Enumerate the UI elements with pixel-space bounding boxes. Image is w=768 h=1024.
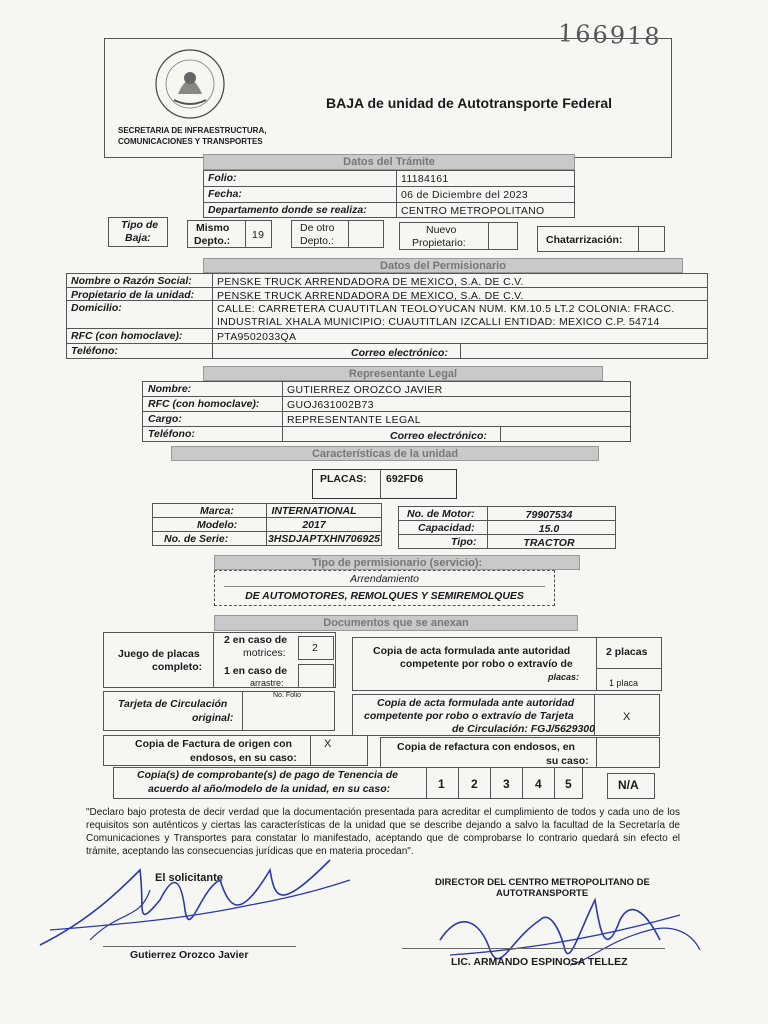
capacidad-value: 15.0 — [538, 523, 560, 535]
section-unidad: Características de la unidad — [171, 446, 599, 461]
capacidad-label: Capacidad: — [418, 522, 475, 534]
fecha-value: 06 de Diciembre del 2023 — [401, 189, 528, 201]
motor-value: 79907534 — [525, 509, 573, 521]
fecha-label: Fecha: — [208, 188, 242, 200]
rep-nombre-label: Nombre: — [148, 383, 192, 395]
folio-label: Folio: — [208, 172, 237, 184]
solicitante-name: Gutierrez Orozco Javier — [130, 949, 249, 961]
tipo-baja-label-2: Baja: — [125, 232, 151, 244]
mismo-depto-value: 19 — [252, 229, 265, 241]
government-seal — [150, 46, 230, 122]
arrastre-label-1: 1 en caso de — [224, 665, 288, 677]
rep-cargo-value: REPRESENTANTE LEGAL — [287, 414, 421, 426]
otro-depto-label-1: De otro — [300, 222, 335, 234]
tipo-label: Tipo: — [451, 536, 477, 548]
domicilio-line-2: INDUSTRIAL XHALA MUNICIPIO: CUAUTITLAN IZCALLI ENTIDAD: MEXICO C.P. 54714 — [217, 316, 660, 328]
page-title: BAJA de unidad de Autotransporte Federal — [326, 95, 612, 111]
factura-label-1: Copia de Factura de origen con — [135, 738, 292, 750]
arrastre-label-2: arrastre: — [250, 678, 284, 688]
nombre-value: PENSKE TRUCK ARRENDADORA DE MEXICO, S.A. DE C.V. — [217, 276, 524, 288]
tarjeta-label-1: Tarjeta de Circulación — [118, 698, 228, 710]
arrastre-box — [298, 664, 334, 688]
section-representante: Representante Legal — [203, 366, 603, 381]
year-3: 3 — [503, 777, 510, 791]
tipo-permisionario-line-1: Arrendamiento — [350, 573, 419, 585]
una-placa-label: 1 placa — [609, 678, 639, 688]
declaration-text: "Declaro bajo protesta de decir verdad que la documentación presentada para acreditar el cumplimiento de todos y cada uno de los requisitos son auténticos y ciertas las características de la unidad que se describe dejando a salvo la facultad de la Secretaría de Comunicaciones y Transportes para constatar lo manifestado, aceptando que de comprobarse lo contrario quedará sin efecto el trámite, aceptando las consecuencias jurídicas que en materia procedan". — [86, 807, 680, 857]
juego-placas-label-1: Juego de placas — [118, 648, 200, 660]
rfc-label: RFC (con homoclave): — [71, 330, 183, 342]
tenencia-label-2: acuerdo al año/modelo de la unidad, en su caso: — [148, 783, 391, 795]
handwritten-number: 166918 — [557, 19, 663, 51]
acta-placas-label-3: placas: — [548, 672, 580, 682]
acta-tarjeta-label-1: Copia de acta formulada ante autoridad — [377, 697, 575, 709]
factura-label-2: endosos, en su caso: — [190, 752, 297, 764]
correo-label: Correo electrónico: — [351, 347, 448, 359]
acta-placas-label-1: Copia de acta formulada ante autoridad — [373, 645, 571, 657]
year-4: 4 — [535, 777, 542, 791]
solicitante-signature — [30, 850, 360, 960]
year-5: 5 — [565, 777, 572, 791]
director-title-1: DIRECTOR DEL CENTRO METROPOLITANO DE — [435, 877, 650, 888]
motrices-label-2: motrices: — [243, 647, 286, 659]
director-line — [402, 948, 665, 949]
tipo-permisionario-line-2: DE AUTOMOTORES, REMOLQUES Y SEMIREMOLQUES — [245, 590, 524, 602]
rep-cargo-label: Cargo: — [148, 413, 182, 425]
motrices-label-1: 2 en caso de — [224, 634, 288, 646]
solicitante-label: El solicitante — [155, 872, 223, 884]
dos-placas-label: 2 placas — [606, 646, 648, 658]
rep-nombre-value: GUTIERREZ OROZCO JAVIER — [287, 384, 443, 396]
refactura-label-2: su caso: — [546, 755, 589, 767]
otro-depto-label-2: Depto.: — [300, 235, 334, 247]
na-label: N/A — [618, 778, 639, 792]
modelo-label: Modelo: — [197, 519, 238, 531]
domicilio-label: Domicilio: — [71, 302, 122, 314]
rep-rfc-label: RFC (con homoclave): — [148, 398, 260, 410]
nuevo-propietario-label-2: Propietario: — [412, 237, 466, 249]
director-signature — [420, 880, 720, 990]
year-1: 1 — [438, 777, 445, 791]
tenencia-label-1: Copia(s) de comprobante(s) de pago de Tenencia de — [137, 769, 398, 781]
nuevo-propietario-label-1: Nuevo — [426, 224, 457, 236]
depto-label: Departamento donde se realiza: — [208, 204, 367, 216]
no-folio-label: No. Folio — [273, 692, 302, 699]
rep-telefono-label: Teléfono: — [148, 428, 195, 440]
director-name: LIC. ARMANDO ESPINOSA TELLEZ — [451, 956, 628, 968]
agency-line-2: COMUNICACIONES Y TRANSPORTES — [118, 137, 263, 146]
acta-tarjeta-label-2: competente por robo o extravío de Tarjeta — [364, 710, 574, 722]
placas-value: 692FD6 — [386, 473, 424, 485]
motor-label: No. de Motor: — [407, 508, 475, 520]
juego-placas-label-2: completo: — [152, 661, 203, 673]
depto-value: CENTRO METROPOLITANO — [401, 205, 545, 217]
section-permisionario: Datos del Permisionario — [203, 258, 683, 273]
section-tipo-permisionario: Tipo de permisionario (servicio): — [214, 555, 580, 570]
serie-value: 3HSDJAPTXHN706925 — [267, 533, 380, 545]
modelo-value: 2017 — [302, 519, 326, 531]
rep-correo-label: Correo electrónico: — [390, 430, 487, 442]
section-tramite: Datos del Trámite — [203, 154, 575, 170]
solicitante-line — [103, 946, 296, 947]
year-2: 2 — [471, 777, 478, 791]
serie-label: No. de Serie: — [164, 533, 229, 545]
tipo-value: TRACTOR — [523, 537, 575, 549]
tipo-baja-label-1: Tipo de — [121, 219, 159, 231]
agency-line-1: SECRETARIA DE INFRAESTRUCTURA, — [118, 126, 267, 135]
acta-placas-label-2: competente por robo o extravío de — [400, 658, 573, 670]
placas-label: PLACAS: — [320, 473, 367, 485]
mismo-depto-label-1: Mismo — [196, 222, 230, 234]
nombre-label: Nombre o Razón Social: — [71, 275, 192, 287]
mismo-depto-label-2: Depto.: — [194, 235, 231, 247]
rfc-value: PTA9502033QA — [217, 331, 297, 343]
telefono-label: Teléfono: — [71, 345, 118, 357]
chatarrizacion-label: Chatarrización: — [546, 234, 623, 246]
director-title-2: AUTOTRANSPORTE — [496, 888, 589, 899]
refactura-label-1: Copia de refactura con endosos, en — [397, 741, 575, 753]
domicilio-line-1: CALLE: CARRETERA CUAUTITLAN TEOLOYUCAN NUM. KM.10.5 LT.2 COLONIA: FRACC. — [217, 303, 675, 315]
section-documentos: Documentos que se anexan — [214, 615, 578, 631]
marca-value: INTERNATIONAL — [271, 505, 357, 517]
acta-tarjeta-label-3: de Circulación: FGJ/5629300 — [452, 723, 595, 735]
folio-value: 11184161 — [401, 173, 449, 185]
tarjeta-label-2: original: — [192, 712, 234, 724]
propietario-label: Propietario de la unidad: — [71, 289, 195, 301]
marca-label: Marca: — [200, 505, 234, 517]
rep-rfc-value: GUOJ631002B73 — [287, 399, 374, 411]
factura-mark: X — [324, 738, 332, 750]
acta-tarjeta-mark: X — [623, 711, 631, 723]
propietario-value: PENSKE TRUCK ARRENDADORA DE MEXICO, S.A. DE C.V. — [217, 290, 524, 302]
motrices-value: 2 — [312, 642, 318, 654]
